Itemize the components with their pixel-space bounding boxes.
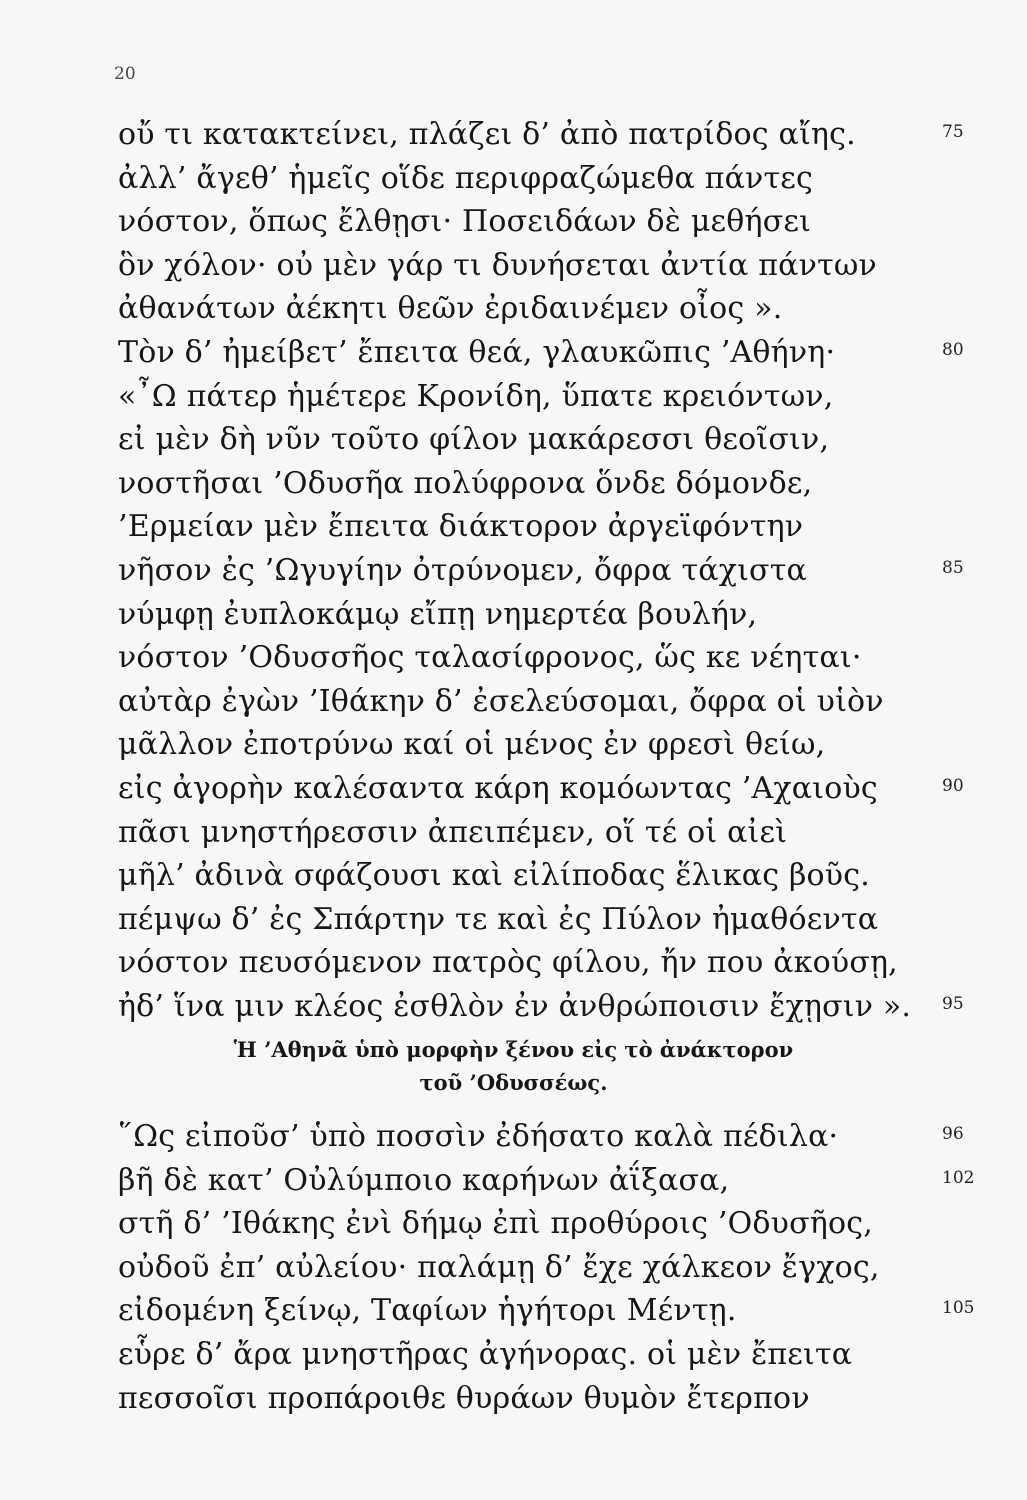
- verse-line: εἰ μὲν δὴ νῦν τοῦτο φίλον μακάρεσσι θεοῖσιν,: [118, 422, 830, 458]
- verse-line: ῞Ως εἰποῦσ’ ὑπὸ ποσσὶν ἐδήσατο καλὰ πέδιλα·: [118, 1119, 839, 1154]
- verse-line: νόστον πευσόμενον πατρὸς φίλου, ἤν που ἀκούσῃ,: [118, 945, 898, 981]
- verse-line: νύμφῃ ἐυπλοκάμῳ εἴπῃ νημερτέα βουλήν,: [118, 596, 758, 632]
- verse-line: ἀλλ’ ἄγεθ’ ἡμεῖς οἵδε περιφραζώμεθα πάντες: [118, 160, 814, 196]
- line-number: 85: [942, 558, 964, 578]
- verse-line: ὃν χόλον· οὐ μὲν γάρ τι δυνήσεται ἀντία πάντων: [118, 247, 877, 283]
- verse-line: οὐδοῦ ἐπ’ αὐλείου· παλάμῃ δ’ ἔχε χάλκεον ἔγχος,: [118, 1249, 880, 1285]
- line-number: 80: [942, 340, 964, 360]
- verse-line: στῆ δ’ ’Ιθάκης ἐνὶ δήμῳ ἐπὶ προθύροις ’Οδυσῆος,: [118, 1206, 873, 1242]
- section-heading-line-2: τοῦ ’Οδυσσέως.: [419, 1070, 608, 1095]
- verse-line: νόστον, ὅπως ἔλθῃσι· Ποσειδάων δὲ μεθήσει: [118, 204, 812, 240]
- verse-line: νόστον ’Οδυσσῆος ταλασίφρονος, ὥς κε νέηται·: [118, 640, 862, 676]
- verse-line: αὐτὰρ ἐγὼν ’Ιθάκην δ’ ἐσελεύσομαι, ὄφρα οἱ υἱὸν: [118, 683, 884, 719]
- verse-line: πᾶσι μνηστήρεσσιν ἀπειπέμεν, οἵ τέ οἱ αἰεὶ: [118, 814, 788, 850]
- section-heading-line-1: Ἡ ’Αθηνᾶ ὑπὸ μορφὴν ξένου εἰς τὸ ἀνάκτορον: [233, 1037, 794, 1062]
- verse-line: νοστῆσαι ’Οδυσῆα πολύφρονα ὅνδε δόμονδε,: [118, 465, 813, 501]
- verse-line: «῏Ω πάτερ ἡμέτερε Κρονίδη, ὕπατε κρειόντων,: [118, 378, 834, 414]
- line-number: 96: [942, 1124, 964, 1144]
- verse-line: πέμψω δ’ ἐς Σπάρτην τε καὶ ἐς Πύλον ἠμαθόεντα: [118, 901, 879, 937]
- line-number: 90: [942, 776, 964, 796]
- verse-line: ἀθανάτων ἀέκητι θεῶν ἐριδαινέμεν οἶος ».: [118, 291, 783, 327]
- page-number: 20: [114, 64, 136, 84]
- line-number: 95: [942, 994, 964, 1014]
- verse-line: μᾶλλον ἐποτρύνω καί οἱ μένος ἐν φρεσὶ θείω,: [118, 727, 826, 763]
- verse-line: βῆ δὲ κατ’ Οὐλύμποιο καρήνων ἀΐξασα,: [118, 1162, 730, 1198]
- verse-line: εἰδομένη ξείνῳ, Ταφίων ἡγήτορι Μέντῃ.: [118, 1293, 737, 1329]
- verse-line: νῆσον ἐς ’Ωγυγίην ὀτρύνομεν, ὄφρα τάχιστα: [118, 553, 807, 588]
- verse-line: ’Ερμείαν μὲν ἔπειτα διάκτορον ἀργεϊφόντην: [118, 509, 804, 545]
- verse-line: εὗρε δ’ ἄρα μνηστῆρας ἀγήνορας. οἱ μὲν ἔπειτα: [118, 1337, 853, 1372]
- line-number: 75: [942, 122, 964, 142]
- verse-line: Τὸν δ’ ἠμείβετ’ ἔπειτα θεά, γλαυκῶπις ’Αθήνη·: [118, 335, 836, 370]
- verse-line: μῆλ’ ἀδινὰ σφάζουσι καὶ εἰλίποδας ἕλικας βοῦς.: [118, 858, 870, 894]
- verse-line: εἰς ἀγορὴν καλέσαντα κάρη κομόωντας ’Αχαιοὺς: [118, 771, 878, 806]
- verse-line: πεσσοῖσι προπάροιθε θυράων θυμὸν ἔτερπον: [118, 1380, 810, 1416]
- line-number: 102: [942, 1167, 975, 1188]
- verse-line: οὔ τι κατακτείνει, πλάζει δ’ ἀπὸ πατρίδος αἴης.: [118, 117, 856, 152]
- line-number: 105: [942, 1298, 975, 1319]
- verse-line: ἠδ’ ἵνα μιν κλέος ἐσθλὸν ἐν ἀνθρώποισιν ἔχῃσιν ».: [118, 989, 912, 1024]
